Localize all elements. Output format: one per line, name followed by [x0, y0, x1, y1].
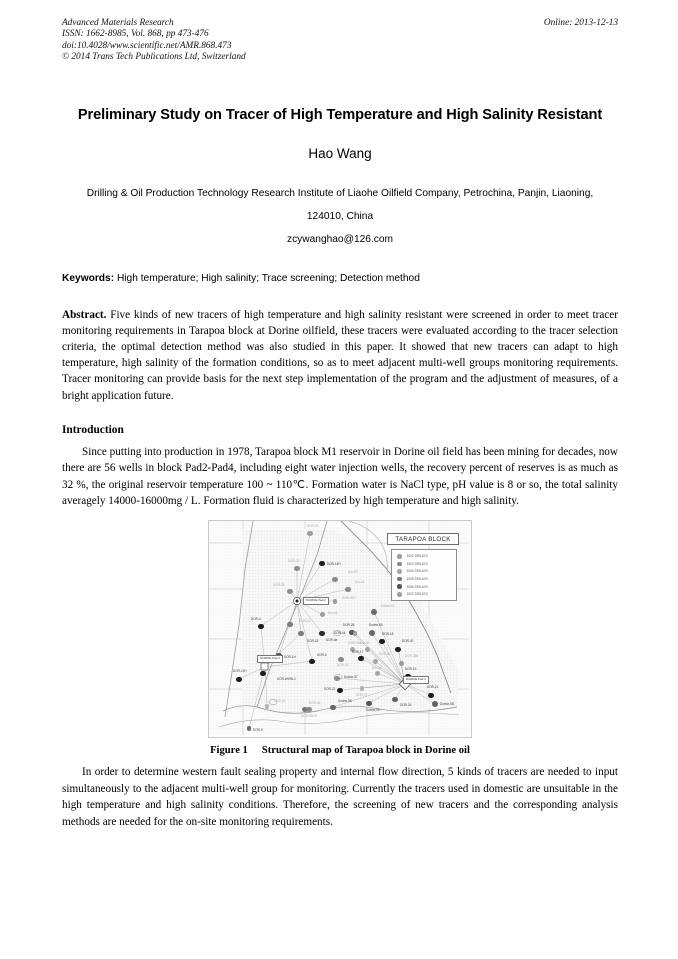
map-well-label: DOR-42 — [274, 699, 286, 704]
map-well-label: DOR-4b — [326, 638, 338, 643]
figure-1-caption — [62, 745, 618, 756]
legend-row — [394, 575, 454, 583]
map-well-dot — [395, 647, 401, 653]
map-well-label: Dor-30 — [360, 641, 370, 646]
legend-row — [394, 590, 454, 598]
map-well-dot — [330, 705, 336, 711]
map-well-label: Dorine-60 — [369, 623, 383, 628]
legend-label: 2004 DRILLED — [406, 569, 428, 574]
map-well-dot — [334, 676, 339, 681]
legend-label: 2006 DRILLED — [406, 584, 428, 589]
map-well-label: Dor-61 — [355, 580, 365, 585]
map-well-label: DOR-19 — [405, 667, 417, 672]
map-well-label: DOR-1H — [284, 655, 296, 660]
map-well-label: DOR-55GH — [301, 714, 317, 719]
legend-row — [394, 552, 454, 560]
map-well-dot — [319, 631, 325, 637]
journal-doi: doi:10.4028/www.scientific.net/AMR.868.473 — [62, 40, 232, 51]
map-pad-label: DORINE Pad-2 — [303, 597, 329, 605]
map-well-label: DOR-22 — [324, 687, 336, 692]
online-date: Online: 2013-12-13 — [543, 18, 618, 28]
map-well-dot — [236, 677, 242, 683]
map-well-dot — [379, 639, 385, 645]
map-well-label: DOR-33b — [348, 641, 362, 646]
map-well-label: DOR-45 — [309, 701, 321, 706]
map-well-label: DOR-4 — [251, 617, 261, 622]
map-well-dot — [373, 659, 378, 664]
map-well-label: DOR-33 — [273, 583, 285, 588]
map-well-label: DOR-39 — [307, 524, 319, 529]
map-well-label: DOR-26 — [400, 703, 412, 708]
figure-1-caption-text: Structural map of Tarapoa block in Dorine oil — [261, 745, 470, 757]
legend-well-dot-icon — [397, 592, 402, 597]
map-well-label: DOR-18 — [382, 632, 394, 637]
map-well-dot — [298, 631, 303, 636]
map-well-dot — [258, 624, 264, 630]
map-well-label: Dorine-58 — [440, 702, 454, 707]
keywords-label: Keywords: — [62, 272, 115, 284]
abstract-text: Five kinds of new tracers of high temperature and high salinity resistant were screened in order to meet tracer monitoring requirements in Tarapoa block at Dorine oilfield, these tracers were evaluated according to the tracer selection criteria, the optimal detection method was also studied in this paper. It showed that new tracers can adapt to high temperature, high salinity of the formation conditions, so as to meet adjacent multi-well groups monitoring requirements. Tracer monitoring can provide basis for the next step implementation of the program and the adjustment of measures, of a bright application future. — [62, 308, 618, 402]
map-well-label: DOR-17 — [352, 650, 364, 655]
map-well-label: DOR-44 — [334, 631, 346, 636]
map-well-dot — [287, 589, 292, 594]
journal-name: Advanced Materials Research — [62, 18, 174, 28]
abstract-block — [62, 307, 618, 404]
keywords-line — [62, 272, 618, 286]
map-well-dot — [375, 671, 380, 676]
legend-well-dot-icon — [397, 584, 402, 589]
paper-content — [62, 18, 618, 830]
section-heading-introduction: Introduction — [62, 423, 124, 436]
map-well-label: Dor-36 — [372, 666, 382, 671]
map-well-dot — [247, 726, 251, 730]
legend-label: 2005 DRILLED — [406, 576, 428, 582]
map-well-label: DOR-34 — [379, 652, 391, 657]
map-well-label: DOR-40 — [402, 639, 414, 644]
journal-header — [62, 18, 618, 64]
map-well-dot — [260, 671, 266, 677]
legend-row — [394, 560, 454, 568]
journal-header-left — [62, 18, 482, 64]
map-pad-label: DORINE Pad-3 — [257, 655, 283, 663]
map-well-label: DOR-5 — [317, 653, 327, 658]
map-block-title: TARAPOA BLOCK — [387, 533, 459, 545]
map-well-dot — [358, 656, 364, 662]
map-well-label: DOR-41 — [337, 663, 349, 668]
map-well-label: Dorine-56 — [338, 699, 352, 704]
legend-well-dot-icon — [397, 554, 402, 559]
map-well-label: DOR-35 — [288, 559, 300, 564]
map-well-label: Dorine-57 — [344, 675, 358, 680]
keywords-value: High temperature; High salinity; Trace screening; Detection method — [116, 272, 420, 284]
legend-label: 2002 DRILLED — [406, 553, 428, 559]
figure-1-number: Figure 1 — [210, 745, 248, 757]
figure-1-image — [208, 520, 472, 738]
map-well-dot — [319, 561, 325, 567]
map-well-label: DOR-WOW-1 — [277, 677, 296, 682]
affiliation: Drilling & Oil Production Technology Research Institute of Liaohe Oilfield Company, Petrochina, Panjin, Liaoning, 124010, China — [86, 187, 594, 222]
map-well-label: Dorine-59 — [366, 708, 380, 713]
map-well-dot — [332, 577, 337, 582]
legend-row — [394, 568, 454, 576]
introduction-paragraph-2: In order to determine western fault sealing property and internal flow direction, 5 kinds of tracers are needed to input simultaneously to the adjacent multi-well group for monitoring. Currently the tracers used in domestic are unsuitable in the high temperature and high salinity conditions. Therefore, the screening of new tracers and the corresponding analysis methods are needed for the on-site monitoring requirements. — [62, 766, 618, 828]
figure-container — [62, 520, 618, 738]
map-well-dot — [392, 697, 397, 702]
map-well-label: DOR-28 — [343, 623, 355, 628]
legend-label: 2007 DRILLED — [406, 591, 428, 597]
map-well-dot — [338, 657, 343, 662]
map-well-label: DOR-32 — [299, 619, 311, 624]
legend-label: 2003 DRILLED — [406, 561, 428, 567]
map-well-label: Dor-60 — [348, 570, 358, 575]
map-well-dot — [337, 688, 343, 694]
map-pad-label: DORINE Pad-4 — [403, 676, 429, 684]
map-well-dot — [365, 647, 370, 652]
map-well-label: Dor-62 — [328, 611, 338, 616]
map-well-label: DOR-43 — [307, 639, 319, 644]
legend-well-dot-icon — [397, 562, 402, 567]
page-title: Preliminary Study on Tracer of High Temperature and High Salinity Resistant — [77, 106, 603, 123]
legend-well-dot-icon — [397, 577, 402, 582]
map-well-label: DOR-47 — [356, 693, 368, 698]
abstract-label: Abstract. — [62, 308, 107, 321]
author-name: Hao Wang — [308, 145, 372, 161]
map-well-dot — [428, 693, 434, 699]
legend-row — [394, 583, 454, 591]
map-well-dot — [307, 531, 312, 536]
map-well-dot — [287, 622, 292, 627]
map-legend — [391, 549, 457, 601]
legend-well-dot-icon — [397, 569, 402, 574]
map-well-label: DOR-21 — [427, 685, 439, 690]
map-well-dot — [366, 701, 372, 707]
journal-issn: ISSN: 1662-8985, Vol. 868, pp 473-476 — [62, 29, 209, 40]
map-well-dot — [399, 661, 404, 666]
map-well-dot — [294, 566, 299, 571]
map-well-dot — [320, 612, 325, 617]
map-well-label: DOR-13H — [233, 669, 247, 674]
map-well-label: DOR-9 — [253, 728, 263, 733]
introduction-paragraph-1: Since putting into production in 1978, Tarapoa block M1 reservoir in Dorine oil field has been mining for decades, now there are 56 wells in block Pad2-Pad4, including eight water injection wells, the recovery percent of reserves is as much as 32 %, the original reservoir temperature 100 ~ 110℃. Formation water is NaCl type, pH value is 8 or so, the total salinity averagely 14000-16000mg / L. Formation fluid is characterized by high temperature and high salinity. — [62, 445, 618, 508]
map-well-label: DOR-14H — [327, 562, 341, 567]
map-well-dot — [309, 659, 315, 665]
map-well-label: DOR-20H — [342, 596, 356, 601]
map-well-label: Dorine-63 — [381, 604, 395, 609]
author-email: zcywanghao@126.com — [286, 233, 394, 245]
journal-copyright: © 2014 Trans Tech Publications Ltd, Switzerland — [62, 52, 246, 63]
map-well-dot — [345, 587, 350, 592]
map-well-dot — [306, 707, 311, 712]
map-well-label: DOR-35b — [405, 654, 419, 659]
